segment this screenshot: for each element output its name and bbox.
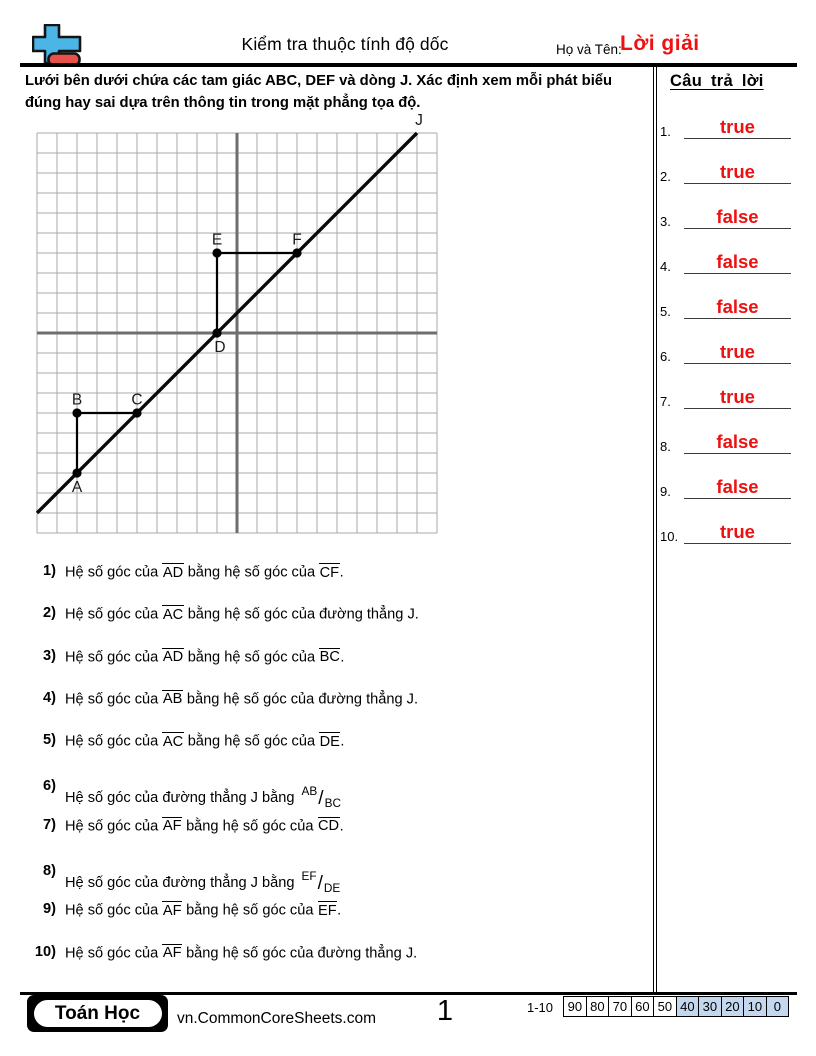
- answer-value: false: [684, 432, 791, 454]
- point-D: [212, 328, 221, 337]
- question-row: [26, 817, 644, 859]
- score-cell: 40: [676, 996, 700, 1017]
- point-label-F: F: [292, 231, 302, 249]
- question-text: Hệ số góc của đường thẳng J bằng $^{AB}/_{BC}$: [65, 784, 341, 811]
- segment-name-overline: AF: [162, 818, 182, 835]
- answer-row: [657, 454, 810, 499]
- answer-value: true: [684, 522, 791, 544]
- point-label-E: E: [211, 231, 223, 249]
- answers-panel: [657, 72, 810, 544]
- score-cell: 30: [698, 996, 722, 1017]
- question-text: Hệ số góc của AC bằng hệ số góc của đường thẳng J.: [65, 606, 419, 623]
- slope-fraction: [302, 784, 341, 810]
- question-text: Hệ số góc của AC bằng hệ số góc của DE.: [65, 733, 345, 750]
- answer-row: [657, 319, 810, 364]
- answer-value: false: [684, 477, 791, 499]
- answer-row: [657, 409, 810, 454]
- question-number: 9): [43, 901, 56, 918]
- answer-number: 4.: [660, 258, 671, 274]
- question-number: 5): [43, 732, 56, 749]
- answer-row: [657, 274, 810, 319]
- answer-number: 8.: [660, 438, 671, 454]
- fraction-numerator: EF: [301, 869, 317, 884]
- point-A: [72, 468, 81, 477]
- question-row: [26, 944, 644, 986]
- answer-number: 3.: [660, 213, 671, 229]
- answer-value: false: [684, 252, 791, 274]
- slope-fraction: [302, 869, 341, 895]
- question-text: Hệ số góc của AF bằng hệ số góc của EF.: [65, 902, 342, 919]
- question-row: [26, 859, 644, 901]
- score-cell: 0: [766, 996, 790, 1017]
- question-row: [26, 774, 644, 816]
- segment-name-overline: AD: [162, 564, 184, 581]
- point-label-B: B: [71, 391, 83, 409]
- page-number: 1: [436, 995, 454, 1027]
- fraction-numerator: AB: [301, 784, 318, 799]
- answer-number: 5.: [660, 303, 671, 319]
- answer-number: 10.: [660, 528, 679, 544]
- point-label-C: C: [131, 391, 143, 409]
- answer-row: [657, 184, 810, 229]
- question-row: [26, 901, 644, 943]
- question-number: 1): [43, 563, 56, 579]
- answer-key-label: Lời giải: [620, 32, 700, 55]
- segment-name-overline: CD: [318, 818, 340, 835]
- answer-row: [657, 364, 810, 409]
- segment-name-overline: AD: [162, 649, 184, 666]
- answer-number: 2.: [660, 168, 671, 184]
- score-table: [563, 996, 789, 1017]
- page-title: Kiểm tra thuộc tính độ dốc: [241, 34, 449, 54]
- answer-row: [657, 139, 810, 184]
- point-label-A: A: [71, 479, 83, 496]
- question-number: 4): [43, 689, 56, 706]
- question-text: Hệ số góc của AF bằng hệ số góc của CD.: [65, 818, 344, 835]
- question-row: [26, 648, 644, 690]
- line-label-j: J: [415, 112, 423, 129]
- point-label-D: D: [214, 339, 226, 356]
- segment-name-overline: AC: [162, 733, 184, 750]
- header-divider: [20, 63, 797, 67]
- point-B: [72, 408, 81, 417]
- answer-value: true: [684, 387, 791, 409]
- subject-badge: [27, 995, 168, 1032]
- score-cell: 70: [608, 996, 632, 1017]
- segment-name-overline: EF: [318, 902, 337, 919]
- question-row: [26, 605, 644, 647]
- question-row: [26, 690, 644, 732]
- score-range-label: 1-10: [527, 1000, 554, 1015]
- answer-row: [657, 499, 810, 544]
- subject-badge-label: Toán Học: [34, 1000, 162, 1027]
- question-number: 6): [43, 778, 56, 795]
- website-url: vn.CommonCoreSheets.com: [177, 1010, 376, 1027]
- coordinate-grid: [35, 109, 455, 539]
- name-label: Họ và Tên:: [556, 42, 622, 57]
- answer-value: true: [684, 342, 791, 364]
- score-cell: 10: [743, 996, 767, 1017]
- answer-value: true: [684, 117, 791, 139]
- question-text: Hệ số góc của AD bằng hệ số góc của CF.: [65, 564, 344, 581]
- instructions-line-1: Lưới bên dưới chứa các tam giác ABC, DEF và dòng J. Xác định xem mỗi phát biểu: [25, 73, 613, 89]
- segment-name-overline: DE: [319, 733, 340, 750]
- question-row: [26, 563, 644, 605]
- answer-row: [657, 94, 810, 139]
- questions-list: [26, 563, 644, 986]
- question-number: 3): [43, 647, 56, 664]
- question-row: [26, 732, 644, 774]
- segment-name-overline: CF: [319, 564, 340, 581]
- fraction-denominator: DE: [323, 881, 341, 896]
- question-text: Hệ số góc của AD bằng hệ số góc của BC.: [65, 649, 345, 666]
- fraction-slash: /: [317, 873, 323, 895]
- question-number: 8): [43, 863, 56, 880]
- answers-title: Câu trả lời: [670, 72, 764, 90]
- segment-name-overline: AC: [162, 606, 184, 623]
- question-number: 2): [43, 605, 56, 622]
- point-C: [132, 408, 141, 417]
- line-j: [37, 133, 417, 513]
- question-text: Hệ số góc của AF bằng hệ số góc của đường thẳng J.: [65, 945, 418, 962]
- answers-list: [657, 94, 810, 544]
- answer-number: 6.: [660, 348, 671, 364]
- point-F: [292, 248, 301, 257]
- question-text: Hệ số góc của đường thẳng J bằng $^{EF}/_{DE}$: [65, 869, 341, 896]
- score-cell: 80: [586, 996, 610, 1017]
- segment-name-overline: BC: [319, 649, 340, 666]
- answer-value: false: [684, 207, 791, 229]
- segment-name-overline: AB: [162, 691, 183, 708]
- answer-value: false: [684, 297, 791, 319]
- answer-row: [657, 229, 810, 274]
- question-number: 7): [43, 816, 56, 833]
- point-E: [212, 248, 221, 257]
- score-cell: 50: [653, 996, 677, 1017]
- answer-number: 9.: [660, 483, 671, 499]
- answer-number: 7.: [660, 393, 671, 409]
- segment-name-overline: AF: [162, 945, 182, 962]
- fraction-slash: /: [318, 788, 324, 810]
- question-number: 10): [34, 943, 56, 960]
- question-text: Hệ số góc của AB bằng hệ số góc của đường thẳng J.: [65, 691, 418, 708]
- score-cell: 20: [721, 996, 745, 1017]
- score-cell: 90: [563, 996, 587, 1017]
- instructions-line-2: đúng hay sai dựa trên thông tin trong mặt phẳng tọa độ.: [25, 94, 421, 111]
- answer-value: true: [684, 162, 791, 184]
- instructions: [25, 71, 645, 114]
- segment-name-overline: AF: [162, 902, 182, 919]
- answer-number: 1.: [660, 123, 671, 139]
- score-cell: 60: [631, 996, 655, 1017]
- fraction-denominator: BC: [324, 796, 341, 811]
